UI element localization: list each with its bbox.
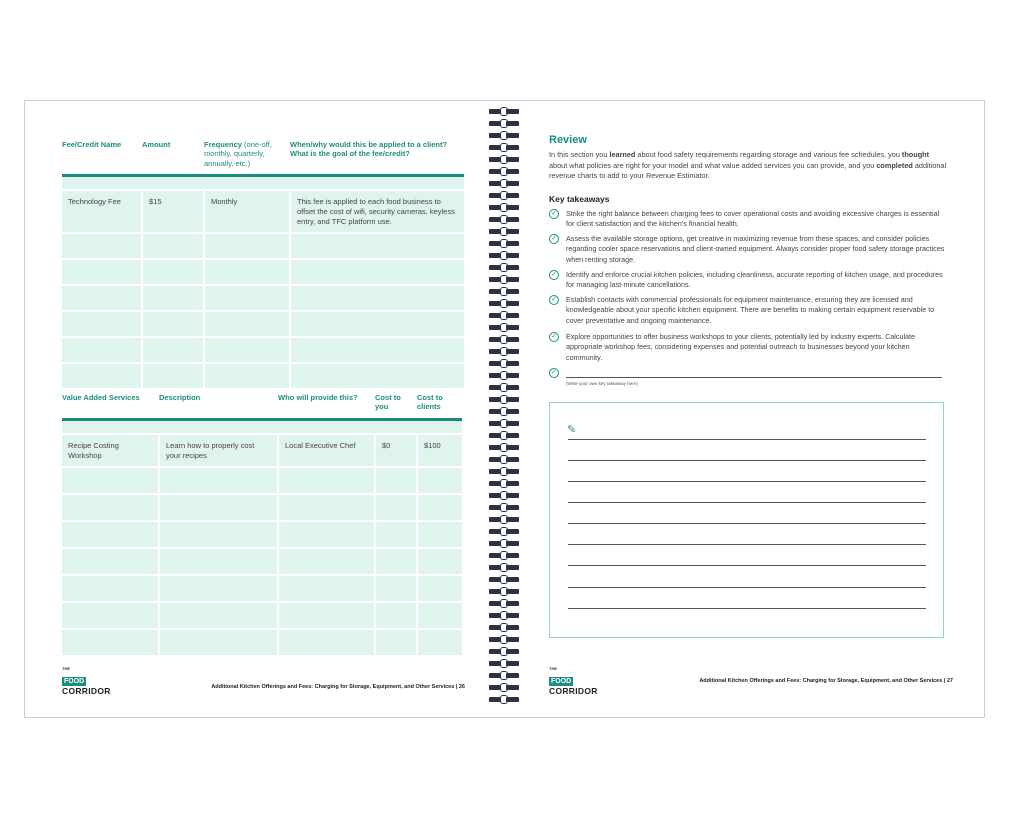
spiral-coil — [489, 191, 519, 200]
empty-cell[interactable] — [142, 363, 204, 389]
frequency-cell[interactable]: Monthly — [204, 190, 290, 233]
note-line[interactable] — [568, 587, 926, 588]
note-line[interactable] — [568, 608, 926, 609]
note-line[interactable] — [568, 481, 926, 482]
empty-cell[interactable] — [375, 575, 417, 602]
own-takeaway-line[interactable] — [566, 377, 942, 378]
description-header: Description — [159, 393, 278, 419]
page-footer: Additional Kitchen Offerings and Fees: Charging for Storage, Equipment, and Other Services | 26 — [211, 684, 465, 690]
empty-cell[interactable] — [142, 233, 204, 259]
empty-cell[interactable] — [62, 285, 142, 311]
spiral-coil — [489, 167, 519, 176]
empty-cell[interactable] — [159, 629, 278, 656]
empty-cell[interactable] — [290, 259, 464, 285]
cost-to-you-header: Cost to you — [375, 393, 417, 419]
table-row — [62, 521, 462, 548]
spiral-coil — [489, 539, 519, 548]
pencil-icon: ✎ — [567, 424, 577, 436]
service-header: Value Added Services — [62, 393, 159, 419]
spiral-coil — [489, 575, 519, 584]
fee-name-header: Fee/Credit Name — [62, 140, 142, 176]
spiral-coil — [489, 143, 519, 152]
spiral-coil — [489, 671, 519, 680]
empty-cell[interactable] — [290, 285, 464, 311]
table-row — [62, 190, 464, 233]
empty-cell[interactable] — [417, 521, 462, 548]
cost-to-clients-header: Cost to clients — [417, 393, 462, 419]
spiral-coil — [489, 407, 519, 416]
empty-cell[interactable] — [290, 337, 464, 363]
empty-cell[interactable] — [62, 521, 159, 548]
spiral-coil — [489, 359, 519, 368]
empty-cell[interactable] — [375, 602, 417, 629]
table-row — [62, 285, 464, 311]
fees-table — [62, 140, 464, 390]
spiral-coil — [489, 275, 519, 284]
review-title: Review — [549, 134, 587, 146]
empty-cell[interactable] — [290, 233, 464, 259]
provider-cell[interactable]: Local Executive Chef — [278, 434, 375, 468]
empty-cell[interactable] — [204, 311, 290, 337]
table-row — [62, 337, 464, 363]
empty-cell[interactable] — [417, 629, 462, 656]
spiral-coil — [489, 599, 519, 608]
spiral-coil — [489, 419, 519, 428]
when-why-header: When/why would this be applied to a client? What is the goal of the fee/credit? — [290, 140, 464, 176]
goal-cell[interactable]: This fee is applied to each food business to offset the cost of wifi, security cameras, keyless entry, and TFC platform use. — [290, 190, 464, 233]
empty-cell[interactable] — [159, 575, 278, 602]
table-row — [62, 602, 462, 629]
spiral-coil — [489, 395, 519, 404]
cost-to-you-cell[interactable]: $0 — [375, 434, 417, 468]
check-circle-icon: ✓ — [549, 368, 559, 378]
note-line[interactable] — [568, 502, 926, 503]
spiral-coil — [489, 635, 519, 644]
empty-cell[interactable] — [278, 602, 375, 629]
check-circle-icon: ✓ — [549, 332, 559, 342]
note-line[interactable] — [568, 523, 926, 524]
spiral-coil — [489, 347, 519, 356]
empty-cell[interactable] — [278, 467, 375, 494]
spiral-coil — [489, 455, 519, 464]
spiral-coil — [489, 323, 519, 332]
note-line[interactable] — [568, 460, 926, 461]
spiral-coil — [489, 491, 519, 500]
spiral-coil — [489, 695, 519, 704]
table-row — [62, 434, 462, 468]
spiral-coil — [489, 263, 519, 272]
spiral-coil — [489, 179, 519, 188]
spiral-coil — [489, 611, 519, 620]
spiral-coil — [489, 215, 519, 224]
spiral-coil — [489, 371, 519, 380]
spiral-coil — [489, 431, 519, 440]
service-cell[interactable]: Recipe Costing Workshop — [62, 434, 159, 468]
empty-cell[interactable] — [204, 337, 290, 363]
empty-cell[interactable] — [278, 575, 375, 602]
table-row — [62, 629, 462, 656]
empty-cell[interactable] — [278, 494, 375, 521]
spiral-coil — [489, 647, 519, 656]
check-circle-icon: ✓ — [549, 270, 559, 280]
empty-cell[interactable] — [159, 467, 278, 494]
provider-header: Who will provide this? — [278, 393, 375, 419]
spiral-coil — [489, 299, 519, 308]
table-row — [62, 467, 462, 494]
spiral-coil — [489, 683, 519, 692]
empty-cell[interactable] — [142, 259, 204, 285]
note-line[interactable] — [568, 544, 926, 545]
spiral-coil — [489, 479, 519, 488]
empty-cell[interactable] — [159, 602, 278, 629]
table-row — [62, 311, 464, 337]
services-table — [62, 393, 462, 657]
empty-cell[interactable] — [375, 629, 417, 656]
notes-box[interactable] — [549, 402, 944, 638]
empty-cell[interactable] — [62, 233, 142, 259]
table-row — [62, 233, 464, 259]
empty-cell[interactable] — [62, 629, 159, 656]
empty-cell[interactable] — [62, 337, 142, 363]
check-circle-icon: ✓ — [549, 295, 559, 305]
empty-cell[interactable] — [278, 548, 375, 575]
table-row — [62, 494, 462, 521]
empty-cell[interactable] — [417, 548, 462, 575]
table-row — [62, 363, 464, 389]
cost-to-clients-cell[interactable]: $100 — [417, 434, 462, 468]
fee-name-cell[interactable]: Technology Fee — [62, 190, 142, 233]
empty-cell[interactable] — [417, 602, 462, 629]
spiral-coil — [489, 563, 519, 572]
description-cell[interactable]: Learn how to properly cost your recipes — [159, 434, 278, 468]
spiral-coil — [489, 587, 519, 596]
spiral-coil — [489, 287, 519, 296]
empty-cell[interactable] — [375, 548, 417, 575]
spiral-coil — [489, 623, 519, 632]
spiral-coil — [489, 659, 519, 668]
empty-cell[interactable] — [204, 233, 290, 259]
page-footer: Additional Kitchen Offerings and Fees: Charging for Storage, Equipment, and Other Services | 27 — [699, 678, 953, 684]
spiral-coil — [489, 107, 519, 116]
empty-cell[interactable] — [290, 363, 464, 389]
spiral-coil — [489, 311, 519, 320]
spiral-coil — [489, 335, 519, 344]
empty-cell[interactable] — [375, 521, 417, 548]
review-paragraph: In this section you learned about food safety requirements regarding storage and various fee schedules, you thought about what policies are right for your model and what value added services you can provide, and you completed additional revenue charts to add to your Revenue Estimator. — [549, 150, 947, 181]
empty-cell[interactable] — [278, 521, 375, 548]
spiral-coil — [489, 443, 519, 452]
empty-cell[interactable] — [417, 575, 462, 602]
spiral-coil — [489, 251, 519, 260]
note-line[interactable] — [568, 439, 926, 440]
spiral-coil — [489, 155, 519, 164]
spiral-coil — [489, 119, 519, 128]
empty-cell[interactable] — [204, 285, 290, 311]
empty-cell[interactable] — [62, 311, 142, 337]
food-corridor-logo: THE FOOD CORRIDOR — [549, 666, 598, 696]
empty-cell[interactable] — [62, 363, 142, 389]
table-row — [62, 259, 464, 285]
food-corridor-logo: THE FOOD CORRIDOR — [62, 666, 111, 696]
empty-cell[interactable] — [417, 494, 462, 521]
frequency-header: Frequency (one-off, monthly, quarterly, annually, etc.) — [204, 140, 290, 176]
spiral-binding — [486, 107, 522, 707]
left-page — [25, 101, 491, 717]
empty-cell[interactable] — [62, 467, 159, 494]
spiral-coil — [489, 227, 519, 236]
empty-cell[interactable] — [62, 602, 159, 629]
spiral-coil — [489, 467, 519, 476]
table-row — [62, 548, 462, 575]
empty-cell[interactable] — [375, 467, 417, 494]
empty-cell[interactable] — [62, 494, 159, 521]
empty-cell[interactable] — [204, 363, 290, 389]
empty-cell[interactable] — [159, 494, 278, 521]
spiral-coil — [489, 503, 519, 512]
empty-cell[interactable] — [159, 521, 278, 548]
empty-cell[interactable] — [142, 337, 204, 363]
spiral-coil — [489, 383, 519, 392]
empty-cell[interactable] — [159, 548, 278, 575]
check-circle-icon: ✓ — [549, 234, 559, 244]
amount-cell[interactable]: $15 — [142, 190, 204, 233]
empty-cell[interactable] — [62, 259, 142, 285]
spiral-coil — [489, 527, 519, 536]
empty-cell[interactable] — [62, 548, 159, 575]
empty-cell[interactable] — [62, 575, 159, 602]
table-row — [62, 575, 462, 602]
note-line[interactable] — [568, 565, 926, 566]
amount-header: Amount — [142, 140, 204, 176]
empty-cell[interactable] — [417, 467, 462, 494]
spiral-coil — [489, 203, 519, 212]
check-circle-icon: ✓ — [549, 209, 559, 219]
empty-cell[interactable] — [142, 285, 204, 311]
key-takeaways-title: Key takeaways — [549, 194, 610, 204]
spiral-coil — [489, 239, 519, 248]
empty-cell[interactable] — [290, 311, 464, 337]
spiral-coil — [489, 131, 519, 140]
right-page: Review In this section you learned about food safety requirements regarding storage and various fee schedules, you thought about what policies are right for your model and what value added services you can provide, and you completed additional revenue charts to add to your Revenue Estimator. Key takeaways ✓ Strike the right balance between charging fees to cover operational costs and avoiding excessive charges is essential for client satisfaction and the kitchen's financial health. ✓ Assess the available storage options, get creative in maximizing revenue from these spaces, and consider policies regarding cooler space reservations and client-owned equipment. Always consider proper food safety storage practices when renting storage. ✓ Identify and enforce crucial kitchen policies, including cleanliness, accurate reporting of kitchen usage, and procedures for managing last-minute cancellations. ✓ Establish contacts with commercial professionals for equipment maintenance, ensuring they are licensed and knowledgeable about your specific kitchen equipment. There are benefits to making certain equipment reservable to cover preventative and ongoing maintenance. ✓ Explore opportunities to offer business workshops to your clients, potentially led by industry experts. Calculate appropriate workshop fees, considering expenses and potential outreach to businesses beyond your kitchen community. ✓ (Write your own key takeaway here) ✎ THE FOOD CORRIDOR Additional Kitchen Offerings and Fees: Charging for Storage, Equipment, and Other Services | 27 — [549, 134, 953, 696]
spiral-coil — [489, 515, 519, 524]
empty-cell[interactable] — [375, 494, 417, 521]
empty-cell[interactable] — [142, 311, 204, 337]
empty-cell[interactable] — [204, 259, 290, 285]
own-takeaway-hint: (Write your own key takeaway here) — [566, 381, 638, 386]
empty-cell[interactable] — [278, 629, 375, 656]
spiral-coil — [489, 551, 519, 560]
